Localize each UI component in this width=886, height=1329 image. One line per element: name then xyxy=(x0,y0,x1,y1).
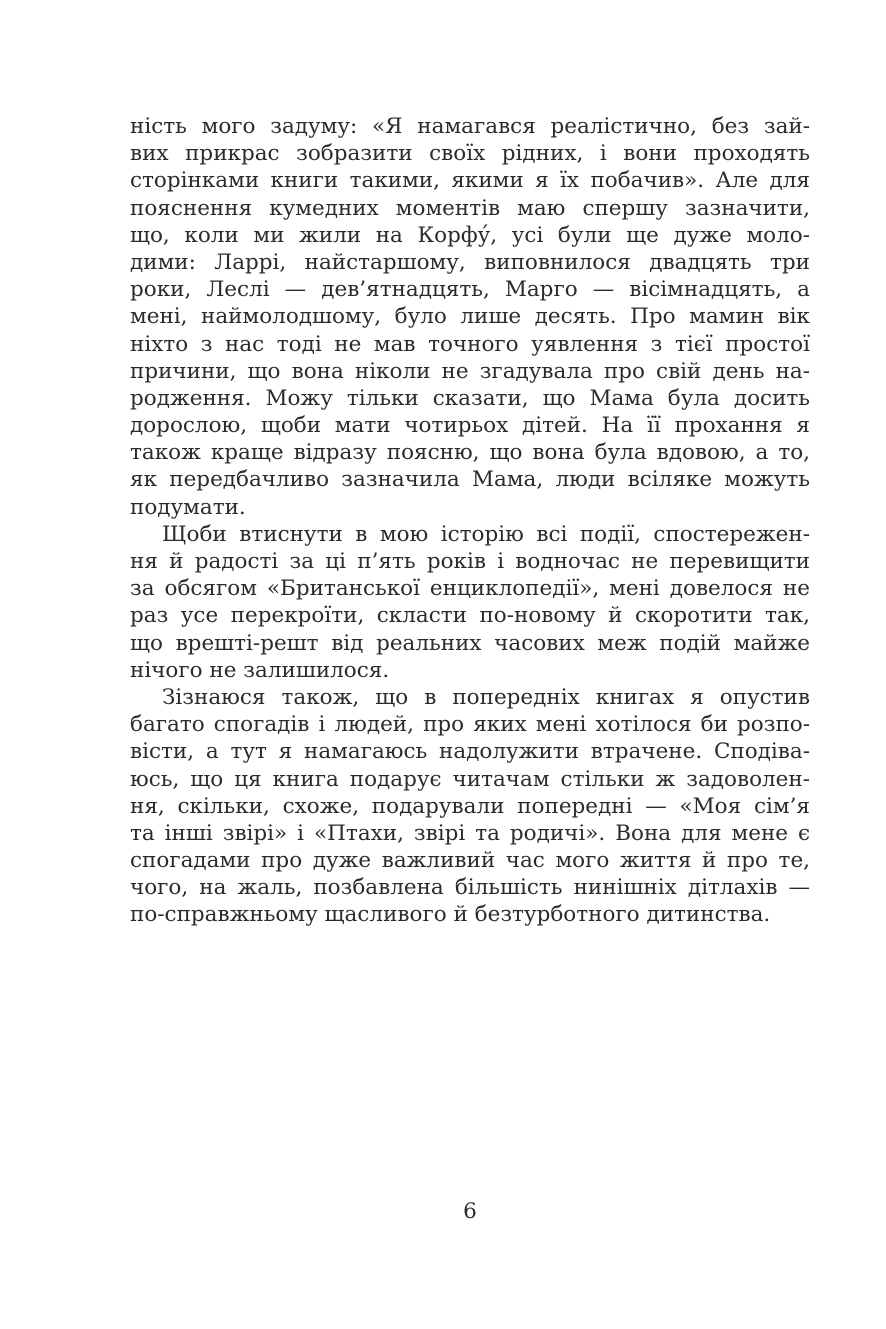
paragraph-1-line: причини, що вона ніколи не згадувала про свій день на- xyxy=(130,358,810,384)
paragraph-1-line: ніхто з нас тоді не мав точного уявлення з тієї простої xyxy=(130,331,810,357)
paragraph-3-line: юсь, що ця книга подарує читачам стільки ж задоволен- xyxy=(130,766,810,792)
paragraph-1-line: що, коли ми жили на Корфу́, усі були ще дуже моло- xyxy=(130,222,810,248)
paragraph-1-line: вих прикрас зобразити своїх рідних, і вони проходять xyxy=(130,141,810,167)
paragraph-1-line: мені, наймолодшому, було лише десять. Про мамин вік xyxy=(130,304,810,330)
paragraph-2-line: Щоби втиснути в мою історію всі події, спостережен- xyxy=(162,521,810,547)
paragraph-1-line: родження. Можу тільки сказати, що Мама була досить xyxy=(130,385,810,411)
paragraph-2-line: нічого не залишилося. xyxy=(130,657,390,683)
paragraph-1-line: роки, Леслі — дев’ятнадцять, Марго — вісімнадцять, а xyxy=(130,277,810,303)
paragraph-1-line: також краще відразу поясню, що вона була вдовою, а то, xyxy=(130,440,810,466)
paragraph-3-line: та інші звірі» і «Птахи, звірі та родичі». Вона для мене є xyxy=(130,820,810,846)
paragraph-3-line: вісти, а тут я намагаюсь надолужити втрачене. Сподіва- xyxy=(130,739,810,765)
page-number: 6 xyxy=(463,1199,477,1224)
paragraph-1-line: пояснення кумедних моментів маю спершу зазначити, xyxy=(130,195,810,221)
paragraph-2-line: що врешті-решт від реальних часових меж подій майже xyxy=(130,630,810,656)
paragraph-2-line: ня й радості за ці п’ять років і водночас не перевищити xyxy=(130,549,810,574)
paragraph-1-line: подумати. xyxy=(130,494,246,520)
paragraph-3-line: багато спогадів і людей, про яких мені хотілося би розпо- xyxy=(130,712,810,738)
paragraph-3-line: по-справжньому щасливого й безтурботного дитинства. xyxy=(130,902,771,928)
paragraph-3-line: Зізнаюся також, що в попередніх книгах я опустив xyxy=(162,684,810,710)
paragraph-2-line: раз усе перекроїти, скласти по-новому й скоротити так, xyxy=(130,603,810,629)
paragraph-1-line: ність мого задуму: «Я намагався реалістично, без зай- xyxy=(130,114,810,139)
paragraph-1-line: дорослою, щоби мати чотирьох дітей. На її прохання я xyxy=(130,413,810,439)
body-text xyxy=(130,113,810,929)
paragraph-1-line: дими: Ларрі, найстаршому, виповнилося двадцять три xyxy=(130,249,810,275)
paragraph-3-line: спогадами про дуже важливий час мого життя й про те, xyxy=(130,848,810,874)
paragraph-3-line: ня, скільки, схоже, подарували попередні — «Моя сім’я xyxy=(130,793,810,819)
paragraph-2-line: за обсягом «Британської енциклопедії», мені довелося не xyxy=(130,576,810,602)
paragraph-1-line: як передбачливо зазначила Мама, люди всіляке можуть xyxy=(130,467,810,493)
paragraph-3-line: чого, на жаль, позбавлена більшість нинішніх дітлахів — xyxy=(130,875,810,901)
paragraph-1-line: сторінками книги такими, якими я їх побачив». Але для xyxy=(130,168,810,194)
